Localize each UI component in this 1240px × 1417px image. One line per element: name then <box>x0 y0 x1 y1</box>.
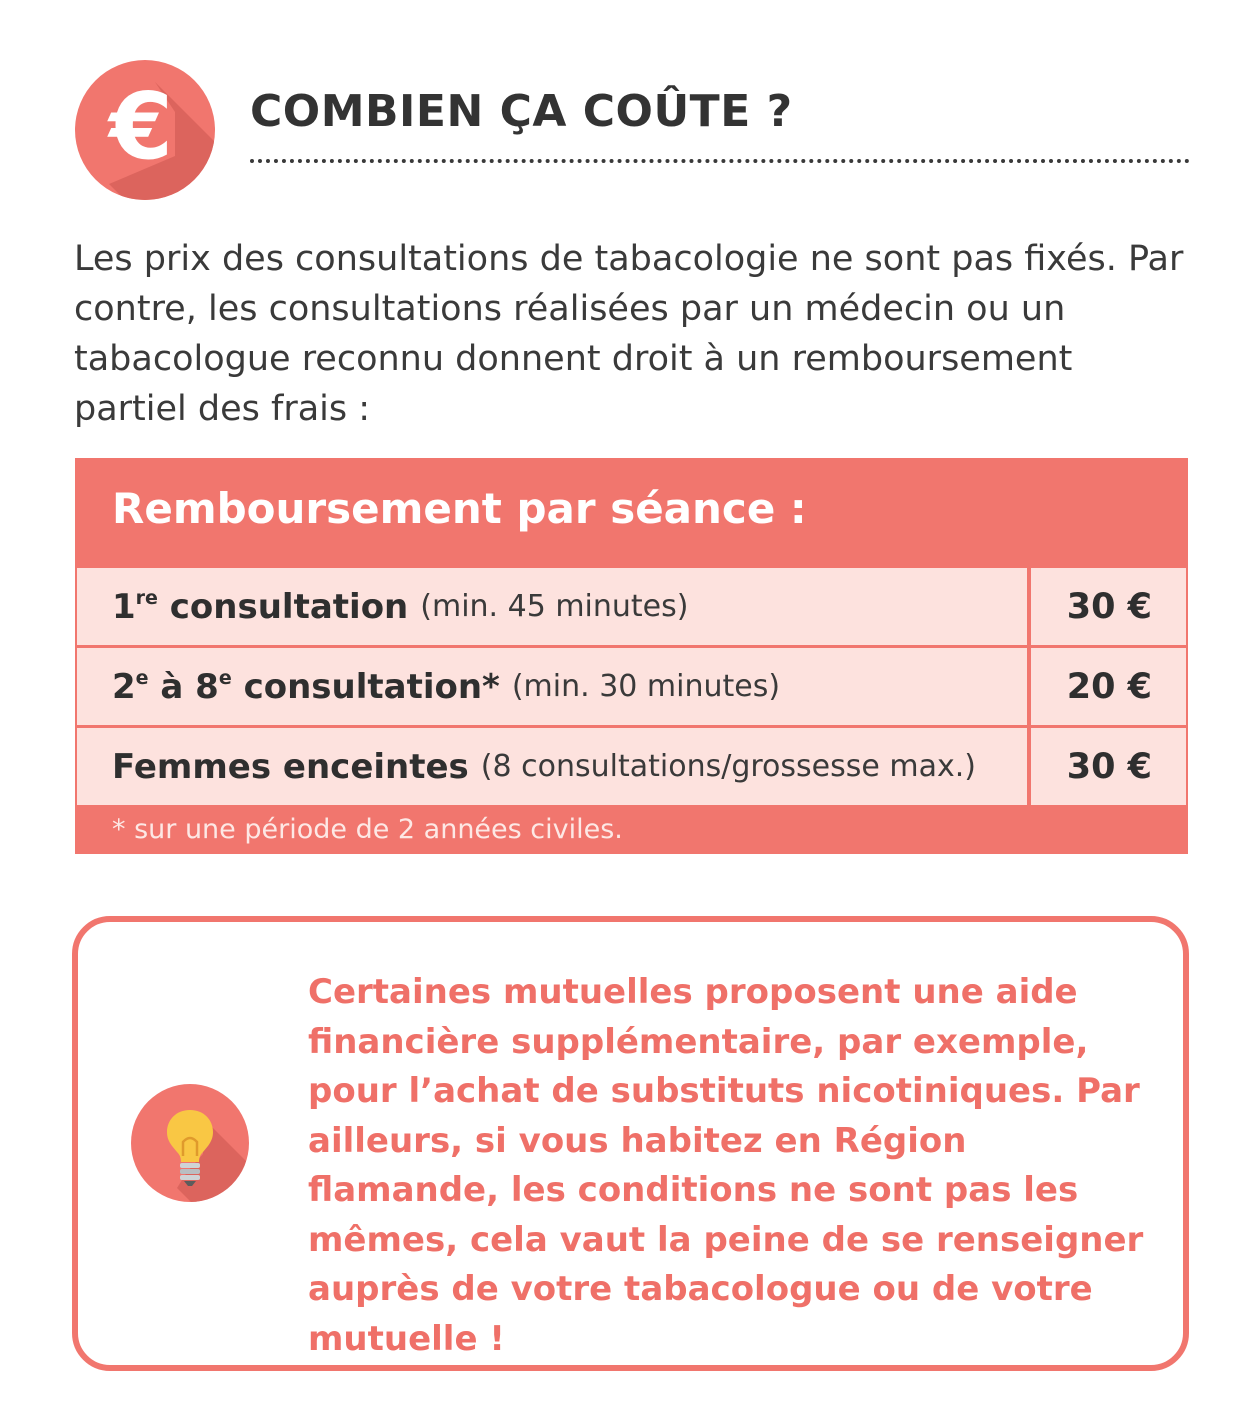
euro-icon <box>75 60 215 200</box>
tip-text: Certaines mutuelles proposent une aide financière supplémentaire, par exemple, pour l’achat de substituts nicotiniques. Par ailleurs, si vous habitez en Région flamande, les conditions ne sont pas les mêmes, cela vaut la peine de se renseigner auprès de votre tabacologue ou de votre mutuelle ! <box>308 972 1144 1359</box>
row-label-main: Femmes enceintes <box>112 746 469 787</box>
row-label-main: 1re consultation <box>112 586 409 627</box>
row-label-main: 2e à 8e consultation* <box>112 666 500 707</box>
row-label <box>77 728 1027 805</box>
lightbulb-icon <box>131 1084 249 1202</box>
table-title: Remboursement par séance : <box>112 484 807 533</box>
row-amount: 20 € <box>1031 648 1186 725</box>
table-row <box>77 568 1186 645</box>
row-label-note: (min. 30 minutes) <box>511 669 781 704</box>
row-amount: 30 € <box>1031 728 1186 805</box>
row-label-note: (8 consultations/grossesse max.) <box>480 749 976 784</box>
table-footnote: * sur une période de 2 années civiles. <box>112 814 623 845</box>
row-label-note: (min. 45 minutes) <box>420 589 689 624</box>
page-title: COMBIEN ÇA COÛTE ? <box>250 86 793 137</box>
intro-paragraph: Les prix des consultations de tabacologie ne sont pas fixés. Par contre, les consultations réalisées par un médecin ou un tabacologue reconnu donnent droit à un remboursement partiel des frais : <box>74 239 1184 429</box>
row-label <box>77 648 1027 725</box>
table-row <box>77 728 1186 805</box>
title-divider <box>250 159 1190 163</box>
reimbursement-table <box>75 458 1188 854</box>
row-amount: 30 € <box>1031 568 1186 645</box>
svg-text:€: € <box>108 73 174 180</box>
table-row <box>77 648 1186 725</box>
row-label <box>77 568 1027 645</box>
